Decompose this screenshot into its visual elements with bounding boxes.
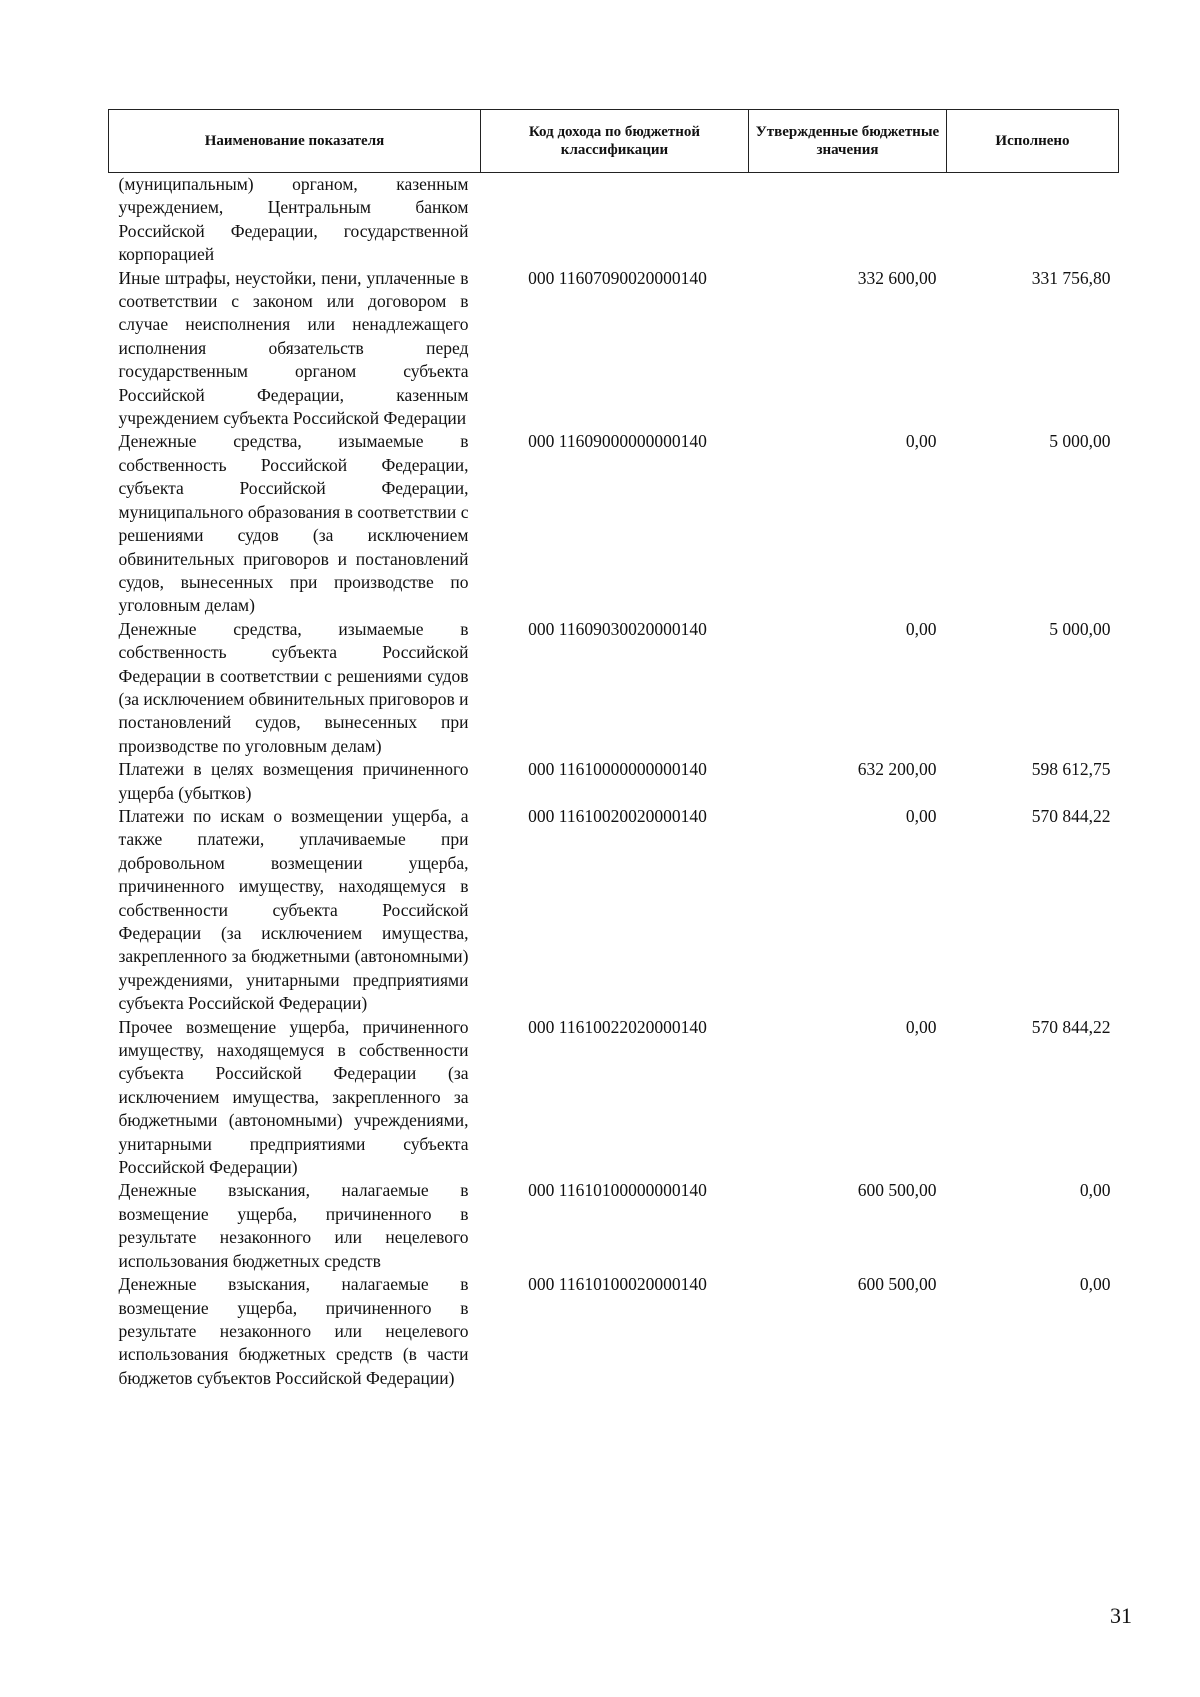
table-row [109, 758, 1119, 805]
row-code: 000 11610100020000140 [528, 1274, 707, 1295]
row-name: Денежные средства, изымаемые в собственность Российской Федерации, субъекта Российской Федерации, муниципального образования в соответствии с решениями судов (за исключением обвинительных приговоров и постановлений судов, вынесенных при производстве по уголовным делам) [118, 431, 469, 616]
row-approved: 332 600,00 [857, 267, 937, 288]
row-name: (муниципальным) органом, казенным учреждением, Центральным банком Российской Федерации, государственной корпорацией [118, 174, 469, 265]
row-name: Денежные взыскания, налагаемые в возмещение ущерба, причиненного в результате незаконного или нецелевого использования бюджетных средств (в части бюджетов субъектов Российской Федерации) [118, 1274, 469, 1388]
header-code: Код дохода по бюджетной классификации [481, 110, 749, 173]
budget-execution-table [108, 109, 1119, 1390]
row-name: Денежные средства, изымаемые в собственность субъекта Российской Федерации в соответствии с решениями судов (за исключением обвинительных приговоров и постановлений судов, вынесенных при производстве по уголовным делам) [118, 618, 469, 756]
row-approved [749, 173, 947, 267]
row-executed: 598 612,75 [1031, 759, 1111, 780]
row-code: 000 11607090020000140 [528, 267, 707, 288]
row-name: Денежные взыскания, налагаемые в возмещение ущерба, причиненного в результате незаконного или нецелевого использования бюджетных средств [118, 1180, 469, 1271]
page-number: 31 [1110, 1603, 1132, 1628]
header-executed: Исполнено [947, 110, 1119, 173]
row-executed: 331 756,80 [1031, 267, 1111, 288]
table-row [109, 430, 1119, 617]
table-row [109, 267, 1119, 431]
row-executed [947, 173, 1119, 267]
table-header [109, 110, 1119, 173]
row-approved: 0,00 [905, 805, 937, 826]
row-name: Платежи в целях возмещения причиненного ущерба (убытков) [118, 759, 469, 803]
row-approved: 600 500,00 [857, 1180, 937, 1201]
table-row [109, 173, 1119, 267]
table-row [109, 1179, 1119, 1273]
row-executed: 5 000,00 [1049, 618, 1111, 639]
row-code: 000 11610000000000140 [528, 759, 707, 780]
row-approved: 600 500,00 [857, 1274, 937, 1295]
row-code [481, 173, 749, 267]
row-code: 000 11610020020000140 [528, 805, 707, 826]
row-executed: 570 844,22 [1031, 1016, 1111, 1037]
row-approved: 0,00 [905, 431, 937, 452]
row-executed: 0,00 [1079, 1180, 1111, 1201]
row-name: Прочее возмещение ущерба, причиненного имуществу, находящемуся в собственности субъекта Российской Федерации (за исключением имущества, закрепленного за бюджетными (автономными) учреждениями, унитарными предприятиями субъекта Российской Федерации) [118, 1016, 469, 1178]
row-approved: 0,00 [905, 1016, 937, 1037]
header-approved: Утвержденные бюджетные значения [749, 110, 947, 173]
table-row [109, 805, 1119, 1016]
row-code: 000 11610022020000140 [528, 1016, 707, 1037]
row-executed: 0,00 [1079, 1274, 1111, 1295]
header-name: Наименование показателя [109, 110, 481, 173]
table-row [109, 1016, 1119, 1180]
row-code: 000 11610100000000140 [528, 1180, 707, 1201]
table-row [109, 618, 1119, 758]
row-executed: 570 844,22 [1031, 805, 1111, 826]
row-code: 000 11609000000000140 [528, 431, 707, 452]
row-executed: 5 000,00 [1049, 431, 1111, 452]
row-approved: 0,00 [905, 618, 937, 639]
row-name: Платежи по искам о возмещении ущерба, а также платежи, уплачиваемые при добровольном возмещении ущерба, причиненного имуществу, находящемуся в собственности субъекта Российской Федерации (за исключением имущества, закрепленного за бюджетными (автономными) учреждениями, унитарными предприятиями субъекта Российской Федерации) [118, 805, 469, 1014]
row-name: Иные штрафы, неустойки, пени, уплаченные в соответствии с законом или договором в случае неисполнения или ненадлежащего исполнения обязательств перед государственным органом субъекта Российской Федерации, казенным учреждением субъекта Российской Федерации [118, 267, 469, 429]
table-body [109, 173, 1119, 1391]
row-code: 000 11609030020000140 [528, 618, 707, 639]
row-approved: 632 200,00 [857, 759, 937, 780]
table-row [109, 1273, 1119, 1390]
